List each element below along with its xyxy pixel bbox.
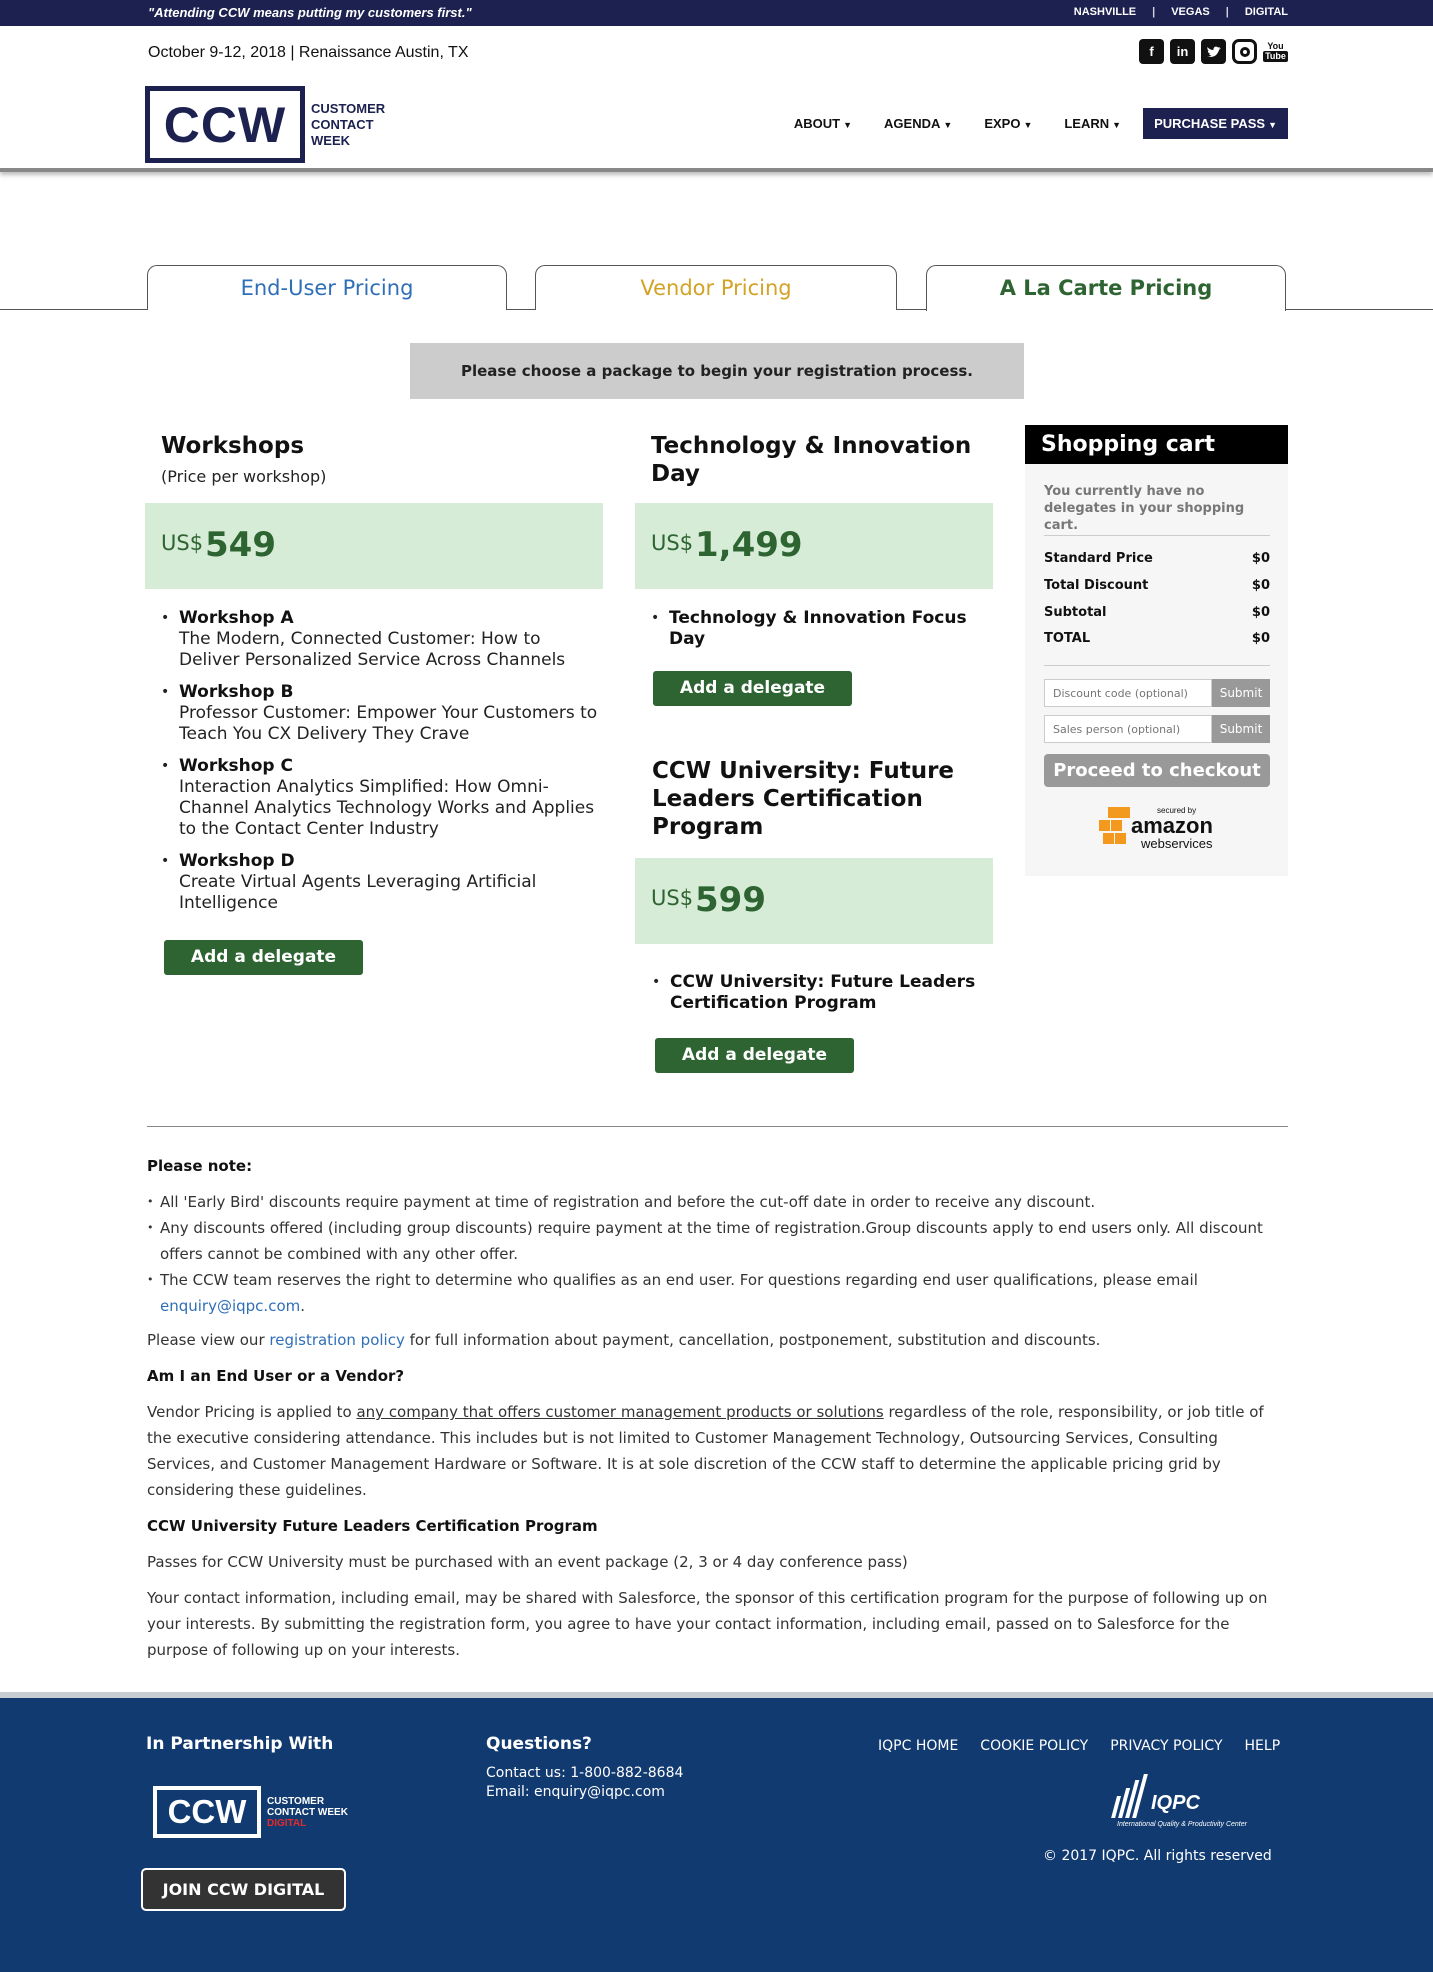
currency-label: US$ [161, 531, 204, 555]
social-links [1139, 39, 1288, 64]
shopping-cart [1025, 425, 1288, 876]
logo-mark: CCW [145, 86, 305, 163]
divider [1044, 535, 1270, 536]
nav-agenda[interactable]: AGENDA ▼ [884, 116, 953, 131]
cart-empty-message: You currently have no delegates in your shopping cart. [1044, 484, 1245, 533]
policy-paragraph: Please view our registration policy for full information about payment, cancellation, postponement, substitution and discounts. [147, 1331, 1101, 1349]
ccw-university-add-delegate-button[interactable]: Add a delegate [655, 1038, 854, 1073]
divider: | [1152, 6, 1156, 18]
sales-person-group [1044, 715, 1270, 743]
cart-row-subtotal: Subtotal $0 [1044, 605, 1270, 620]
pricing-tabs [0, 265, 1433, 310]
tab-end-user-pricing[interactable]: End-User Pricing [147, 265, 507, 310]
nav-learn[interactable]: LEARN ▼ [1064, 116, 1122, 131]
tech-day-price-box [635, 503, 993, 589]
tech-day-title: Technology & Innovation Day [651, 433, 972, 487]
logo-wordmark: CUSTOMER CONTACT WEEK [311, 100, 386, 148]
tech-day-add-delegate-button[interactable]: Add a delegate [653, 671, 852, 706]
footer-link-help[interactable]: HELP [1244, 1738, 1281, 1754]
cart-row-standard-price: Standard Price $0 [1044, 551, 1270, 566]
cart-row-total: TOTAL $0 [1044, 631, 1270, 646]
event-date-location: October 9-12, 2018 | Renaissance Austin, TX [148, 44, 469, 61]
vendor-paragraph: Vendor Pricing is applied to any company that offers customer management products or solutions regardless of the role, responsibility, or job title of the executive considering attendance. This includes but is not limited to Customer Management Technology, Outsourcing Services, Consulting Services, and Customer Management Hardware or Software. It is at sole discretion of the CCW staff to determine the applicable pricing grid by considering these guidelines. [147, 1403, 1264, 1499]
list-item: • Technology & Innovation Focus Day [651, 608, 981, 650]
list-item: • Workshop B Professor Customer: Empower Your Customers to Teach You CX Delivery They Crave [161, 682, 599, 745]
vendor-definition-link[interactable]: any company that offers customer management products or solutions [356, 1403, 884, 1421]
twitter-icon[interactable] [1201, 39, 1226, 64]
contact-email[interactable]: Email: enquiry@iqpc.com [486, 1784, 665, 1800]
location-link-digital[interactable]: DIGITAL [1244, 6, 1288, 18]
nav-expo[interactable]: EXPO ▼ [984, 116, 1033, 131]
workshops-title: Workshops [161, 433, 305, 459]
instagram-icon[interactable] [1232, 39, 1257, 64]
currency-label: US$ [651, 531, 694, 555]
partnership-heading: In Partnership With [146, 1734, 334, 1754]
enquiry-email-link[interactable]: enquiry@iqpc.com [160, 1297, 301, 1315]
ccw-university-heading: CCW University Future Leaders Certification Program [147, 1517, 598, 1535]
questions-heading: Questions? [486, 1734, 592, 1754]
tech-day-price: 1,499 [695, 525, 803, 565]
salesforce-paragraph: Your contact information, including email, may be shared with Salesforce, the sponsor of this certification program for the purpose of following up on your interests. By submitting the registration form, you agree to have your contact information, including email, passed on to Salesforce for the purpose of following up on your interests. [147, 1589, 1268, 1659]
site-header [0, 26, 1433, 172]
ccw-logo[interactable] [145, 86, 385, 163]
contact-phone[interactable]: Contact us: 1-800-882-8684 [486, 1765, 684, 1781]
currency-label: US$ [651, 886, 694, 910]
list-item: • All 'Early Bird' discounts require payment at time of registration and before the cut-off date in order to receive any discount. [147, 1189, 1288, 1215]
registration-policy-link[interactable]: registration policy [269, 1331, 405, 1349]
top-bar [0, 0, 1433, 26]
divider: | [1225, 6, 1229, 18]
contact-info [486, 1764, 683, 1802]
tab-a-la-carte-pricing[interactable]: A La Carte Pricing [926, 265, 1286, 311]
list-item: • Workshop A The Modern, Connected Customer: How to Deliver Personalized Service Across Channels [161, 608, 599, 671]
caret-down-icon: ▼ [1112, 120, 1122, 130]
youtube-icon[interactable]: You Tube [1263, 39, 1288, 64]
ccw-university-price-box [635, 858, 993, 944]
linkedin-icon[interactable]: in [1170, 39, 1195, 64]
sales-person-input[interactable] [1044, 715, 1212, 743]
list-item: • Workshop D Create Virtual Agents Leveraging Artificial Intelligence [161, 851, 599, 914]
tech-day-list [651, 608, 981, 661]
purchase-pass-button[interactable]: PURCHASE PASS ▼ [1143, 108, 1288, 139]
workshops-add-delegate-button[interactable]: Add a delegate [164, 940, 363, 975]
workshops-subtitle: (Price per workshop) [161, 467, 327, 486]
ccw-digital-logo[interactable]: CCW CUSTOMER CONTACT WEEK DIGITAL [153, 1786, 348, 1838]
footer-link-cookie-policy[interactable]: COOKIE POLICY [980, 1738, 1089, 1754]
list-item: • Any discounts offered (including group discounts) require payment at the time of registration.Group discounts apply to end users only. All discount offers cannot be combined with any other offer. [147, 1215, 1288, 1267]
caret-down-icon: ▼ [943, 120, 953, 130]
footer-link-iqpc-home[interactable]: IQPC HOME [878, 1738, 959, 1754]
copyright: © 2017 IQPC. All rights reserved [1043, 1848, 1272, 1864]
tagline-quote: "Attending CCW means putting my customers first." [148, 5, 472, 20]
workshops-price: 549 [205, 525, 276, 565]
aws-cubes-icon [1099, 807, 1129, 847]
ccw-university-paragraph: Passes for CCW University must be purchased with an event package (2, 3 or 4 day conference pass) [147, 1553, 908, 1571]
cart-row-total-discount: Total Discount $0 [1044, 578, 1270, 593]
main-nav [762, 108, 1288, 139]
divider [1044, 665, 1270, 666]
list-item: • The CCW team reserves the right to determine who qualifies as an end user. For questions regarding end user qualifications, please email enquiry@iqpc.com. [147, 1267, 1288, 1319]
list-item: • Workshop C Interaction Analytics Simplified: How Omni-Channel Analytics Technology Works and Applies to the Contact Center Industry [161, 756, 599, 840]
iqpc-logo[interactable]: IQPC International Quality & Productivity Center [1117, 1774, 1247, 1828]
workshops-list [161, 608, 599, 925]
notes-heading: Please note: [147, 1157, 253, 1175]
divider [147, 1126, 1288, 1127]
proceed-to-checkout-button[interactable]: Proceed to checkout [1044, 754, 1270, 787]
discount-code-group [1044, 679, 1270, 707]
caret-down-icon: ▼ [843, 120, 853, 130]
join-ccw-digital-button[interactable]: JOIN CCW DIGITAL [141, 1868, 346, 1911]
list-item: • CCW University: Future Leaders Certification Program [652, 972, 982, 1014]
nav-about[interactable]: ABOUT ▼ [793, 116, 853, 131]
caret-down-icon: ▼ [1268, 120, 1277, 130]
caret-down-icon: ▼ [1023, 120, 1033, 130]
registration-notice: Please choose a package to begin your registration process. [410, 343, 1024, 399]
facebook-icon[interactable]: f [1139, 39, 1164, 64]
tab-vendor-pricing[interactable]: Vendor Pricing [535, 265, 897, 310]
ccw-university-price: 599 [695, 880, 766, 920]
location-links [1074, 6, 1288, 18]
ccw-university-title: CCW University: Future Leaders Certification Program [652, 758, 955, 840]
site-footer [0, 1692, 1433, 1972]
footer-links [878, 1738, 1302, 1754]
location-link-nashville[interactable]: NASHVILLE [1073, 6, 1137, 18]
workshops-price-box [145, 503, 603, 589]
discount-code-input[interactable] [1044, 679, 1212, 707]
discount-submit-button[interactable]: Submit [1212, 679, 1270, 707]
location-link-vegas[interactable]: VEGAS [1171, 6, 1210, 18]
end-user-vendor-heading: Am I an End User or a Vendor? [147, 1367, 405, 1385]
notes-list [147, 1189, 1288, 1319]
pricing-notes [147, 1153, 1288, 1673]
cart-title: Shopping cart [1025, 425, 1288, 464]
footer-link-privacy-policy[interactable]: PRIVACY POLICY [1110, 1738, 1223, 1754]
aws-badge: secured by amazon webservices [1099, 807, 1213, 850]
ccw-university-list [652, 972, 982, 1025]
sales-submit-button[interactable]: Submit [1212, 715, 1270, 743]
